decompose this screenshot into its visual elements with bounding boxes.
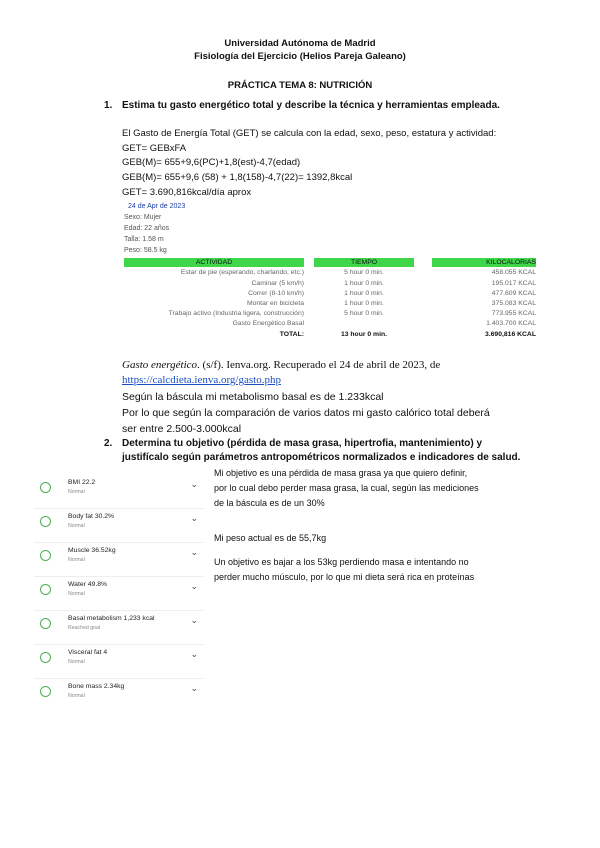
table-row-activity: Montar en bicicleta (246, 300, 304, 307)
q2-answer-line: por lo cual debo perder masa grasa, la cual, según las mediciones (214, 483, 479, 493)
scale-item-status: Reached goal (68, 625, 101, 631)
table-row-kcal: 773.955 KCAL (491, 310, 536, 317)
scale-item-label: BMI 22.2 (68, 479, 96, 486)
chevron-down-icon: ⌄ (190, 683, 198, 693)
university-title: Universidad Autónoma de Madrid (224, 38, 376, 49)
scale-item-basal-metabolism[interactable] (34, 612, 204, 645)
water-icon (40, 584, 51, 595)
scale-item-status: Normal (68, 659, 85, 665)
table-row-kcal: 195.017 KCAL (491, 280, 536, 287)
scale-item-water[interactable] (34, 578, 204, 611)
chevron-down-icon: ⌄ (190, 479, 198, 489)
calc-profile-height: Talla: 1.58 m (124, 236, 164, 243)
q2-text-line2: justifícalo según parámetros antropométricos normalizados e indicadores de salud. (122, 452, 521, 463)
reference-title: Gasto energético (122, 359, 198, 371)
table-row-activity: Gasto Energético Basal (232, 320, 304, 327)
reference-link[interactable]: https://calcdieta.ienva.org/gasto.php (122, 374, 281, 386)
q2-goal-line: Un objetivo es bajar a los 53kg perdiendo masa e intentando no (214, 557, 469, 567)
scale-item-muscle[interactable] (34, 544, 204, 577)
practice-title: PRÁCTICA TEMA 8: NUTRICIÓN (227, 80, 373, 91)
q1-line: GET= 3.690,816kcal/día aprox (122, 187, 252, 198)
q1-text: Estima tu gasto energético total y describe la técnica y herramientas empleada. (122, 100, 500, 111)
scale-item-label: Visceral fat 4 (68, 649, 108, 656)
total-kcal: 3.690,816 KCAL (484, 331, 536, 338)
table-row-activity: Trabajo activo (Industria ligera, construcción) (168, 310, 304, 317)
q1-after-line: ser entre 2.500-3.000kcal (122, 423, 242, 435)
total-time: 13 hour 0 min. (340, 331, 388, 338)
table-row-time: 5 hour 0 min. (344, 269, 384, 276)
table-row-activity: Correr (8-10 km/h) (248, 290, 304, 297)
scale-item-status: Normal (68, 557, 85, 563)
table-row-kcal: 1.403.700 KCAL (486, 320, 536, 327)
calc-date: 24 de Apr de 2023 (128, 203, 186, 210)
column-header-activity: ACTIVIDAD (195, 259, 233, 266)
scale-item-status: Normal (68, 693, 85, 699)
reference-rest: . (s/f). Ienva.org. Recuperado el 24 de abril de 2023, de (197, 359, 441, 371)
q2-answer-line: de la báscula es de un 30% (214, 498, 325, 508)
chevron-down-icon: ⌄ (190, 513, 198, 523)
q2-number: 2. (104, 438, 113, 449)
q1-line: GET= GEBxFA (122, 143, 187, 154)
table-row-time: 5 hour 0 min. (344, 310, 384, 317)
scale-item-visceral-fat[interactable] (34, 646, 204, 679)
column-header-kcal: KILOCALORIAS (486, 259, 536, 266)
table-row-time: 1 hour 0 min. (344, 280, 384, 287)
q1-line: El Gasto de Energía Total (GET) se calcula con la edad, sexo, peso, estatura y actividad: (122, 128, 497, 139)
scale-item-body-fat[interactable] (34, 510, 204, 543)
basal-metabolism-icon (40, 618, 51, 629)
calc-profile-sex: Sexo: Mujer (124, 214, 162, 221)
calc-profile-weight: Peso: 58.5 kg (124, 247, 167, 254)
table-row-time: 1 hour 0 min. (344, 300, 384, 307)
reference (122, 359, 440, 371)
visceral-fat-icon (40, 652, 51, 663)
q1-number: 1. (104, 100, 113, 111)
q2-goal-line: perder mucho músculo, por lo que mi dieta será rica en proteínas (214, 572, 475, 582)
table-row-activity: Caminar (5 km/h) (251, 280, 304, 287)
scale-item-label: Water 49.8% (68, 581, 108, 588)
q1-line: GEB(M)= 655+9,6 (58) + 1,8(158)-4,7(22)= 1392,8kcal (122, 172, 353, 183)
table-row-kcal: 477.609 KCAL (491, 290, 536, 297)
table-row-activity: Estar de pie (esperando, charlando, etc.) (180, 269, 304, 276)
subject-title: Fisiología del Ejercicio (Helios Pareja Galeano) (194, 51, 406, 62)
chevron-down-icon: ⌄ (190, 615, 198, 625)
column-header-time: TIEMPO (350, 259, 378, 266)
bone-mass-icon (40, 686, 51, 697)
scale-item-label: Bone mass 2.34kg (68, 683, 125, 690)
chevron-down-icon: ⌄ (190, 547, 198, 557)
scale-item-bmi[interactable] (34, 476, 204, 509)
bmi-icon (40, 482, 51, 493)
q1-after-line: Según la báscula mi metabolismo basal es de 1.233kcal (122, 391, 384, 403)
scale-item-status: Normal (68, 523, 85, 529)
scale-item-status: Normal (68, 591, 85, 597)
q2-weight-line: Mi peso actual es de 55,7kg (214, 533, 327, 543)
calc-profile-age: Edad: 22 años (124, 225, 170, 232)
q1-after-line: Por lo que según la comparación de varios datos mi gasto calórico total deberá (122, 407, 490, 419)
q1-line: GEB(M)= 655+9,6(PC)+1,8(est)-4,7(edad) (122, 157, 301, 168)
table-row-kcal: 375.083 KCAL (491, 300, 536, 307)
muscle-icon (40, 550, 51, 561)
scale-item-status: Normal (68, 489, 85, 495)
q2-answer-line: Mi objetivo es una pérdida de masa grasa ya que quiero definir, (214, 468, 468, 478)
body-fat-icon (40, 516, 51, 527)
scale-item-bone-mass[interactable] (34, 680, 204, 712)
scale-item-label: Muscle 36.52kg (68, 547, 116, 554)
chevron-down-icon: ⌄ (190, 581, 198, 591)
scale-item-label: Body fat 30.2% (68, 513, 115, 520)
scale-item-label: Basal metabolism 1,233 kcal (68, 615, 155, 622)
chevron-down-icon: ⌄ (190, 649, 198, 659)
total-label: TOTAL: (279, 331, 304, 338)
table-row-kcal: 458.055 KCAL (491, 269, 536, 276)
q2-text-line1: Determina tu objetivo (pérdida de masa grasa, hipertrofia, mantenimiento) y (122, 438, 483, 449)
table-row-time: 1 hour 0 min. (344, 290, 384, 297)
